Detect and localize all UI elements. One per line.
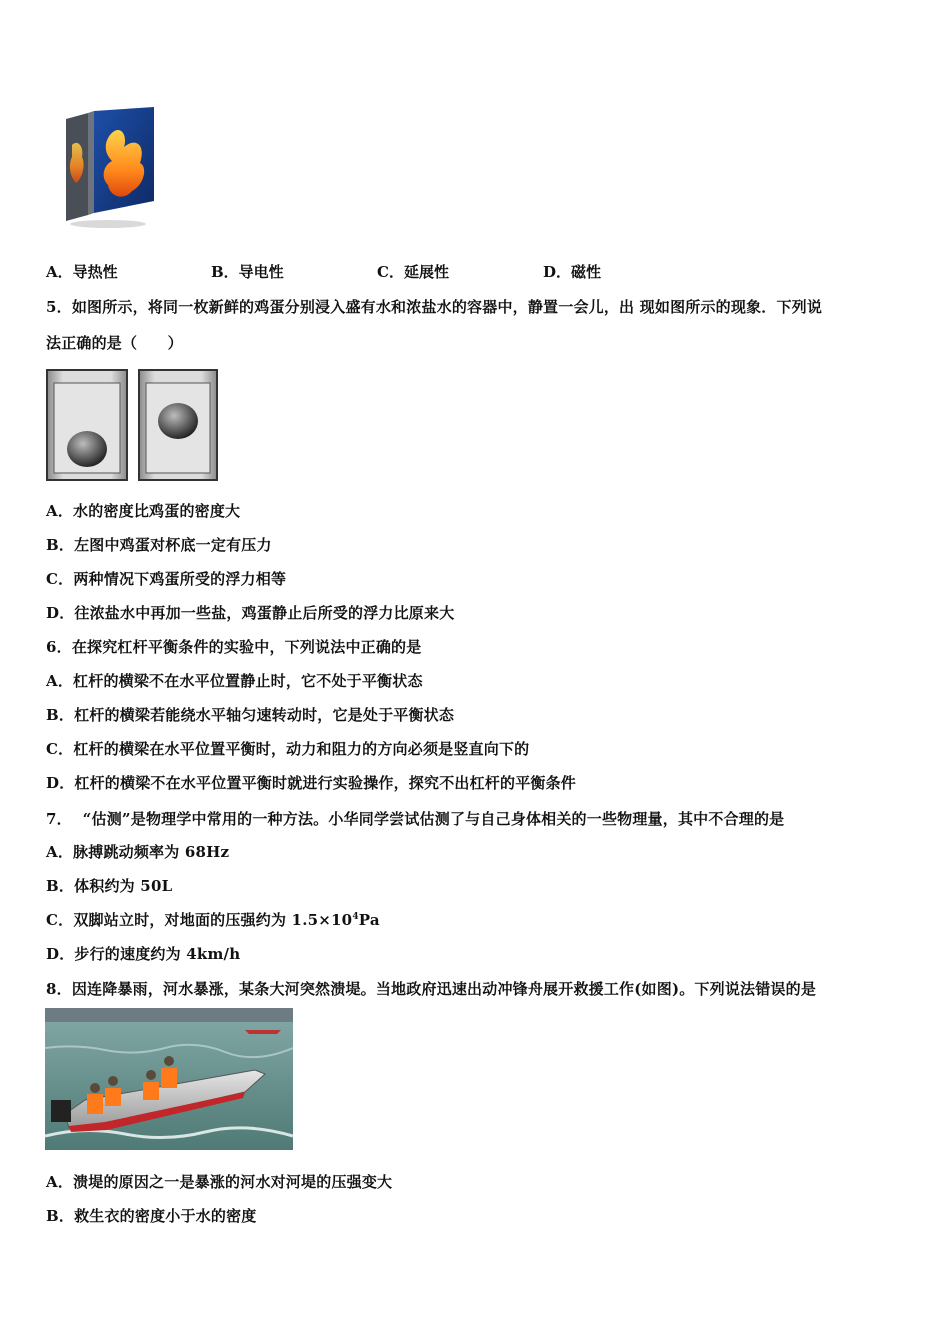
egg-beakers-image <box>46 369 218 481</box>
question-6-option-b: B．杠杆的横梁若能绕水平轴匀速转动时，它是处于平衡状态 <box>46 706 455 724</box>
question-5-option-d: D．往浓盐水中再加一些盐，鸡蛋静止后所受的浮力比原来大 <box>46 604 455 622</box>
question-7-stem: 7． “估测”是物理学中常用的一种方法。小华同学尝试估测了与自己身体相关的一些物理量，其中不合理的是 <box>46 810 785 828</box>
question-5-option-a: A．水的密度比鸡蛋的密度大 <box>46 502 241 520</box>
question-8-stem: 8．因连降暴雨，河水暴涨，某条大河突然溃堤。当地政府迅速出动冲锋舟展开救援工作(如图)。下列说法错误的是 <box>46 980 817 998</box>
question-6-option-a: A．杠杆的横梁不在水平位置静止时，它不处于平衡状态 <box>46 672 423 690</box>
question-5-option-b: B．左图中鸡蛋对杯底一定有压力 <box>46 536 272 554</box>
question-6-option-d: D．杠杆的横梁不在水平位置平衡时就进行实验操作，探究不出杠杆的平衡条件 <box>46 774 577 792</box>
question-7-option-b: B．体积约为 50L <box>46 877 173 895</box>
question-8-option-a: A．溃堤的原因之一是暴涨的河水对河堤的压强变大 <box>46 1173 393 1191</box>
question-7-option-c: C．双脚站立时，对地面的压强约为 $1.5\times 10^4Pa$ <box>46 911 380 929</box>
option-a: A．导热性 <box>46 263 118 281</box>
folding-phone-image <box>58 105 158 230</box>
question-8-option-b: B．救生衣的密度小于水的密度 <box>46 1207 257 1225</box>
option-c: C．延展性 <box>377 263 449 281</box>
option-b: B．导电性 <box>211 263 284 281</box>
question-7-option-a: A．脉搏跳动频率为 68Hz <box>46 843 230 861</box>
question-6-stem: 6．在探究杠杆平衡条件的实验中，下列说法中正确的是 <box>46 638 422 656</box>
option-d: D．磁性 <box>543 263 602 281</box>
question-7-option-d: D．步行的速度约为 4km/h <box>46 945 241 963</box>
question-5-option-c: C．两种情况下鸡蛋所受的浮力相等 <box>46 570 287 588</box>
rescue-boat-image <box>45 1008 293 1150</box>
question-5-stem-line1: 5．如图所示，将同一枚新鲜的鸡蛋分别浸入盛有水和浓盐水的容器中，静置一会儿，出 现如图所示的现象．下列说 <box>46 298 823 316</box>
question-6-option-c: C．杠杆的横梁在水平位置平衡时，动力和阻力的方向必须是竖直向下的 <box>46 740 530 758</box>
question-5-stem-line2: 法正确的是（ ） <box>46 334 183 352</box>
